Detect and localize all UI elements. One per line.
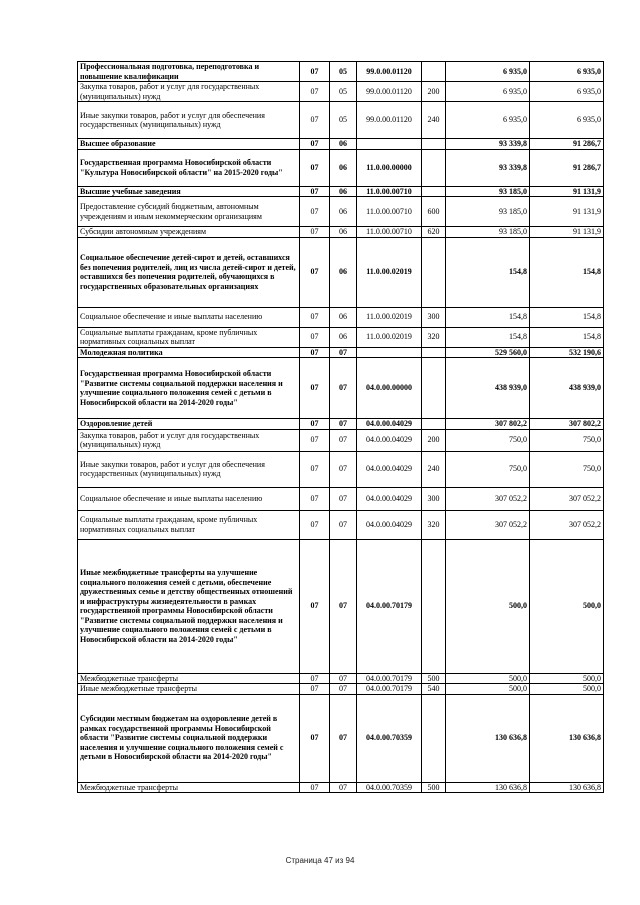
- row-subsection-cell: 07: [330, 358, 357, 419]
- row-section-cell: 07: [300, 327, 330, 347]
- row-target-article-cell: 04.0.00.70179: [357, 684, 422, 695]
- row-name-cell: Субсидии местным бюджетам на оздоровление детей в рамках государственной программы Новосибирской области "Развитие системы социальной поддержки населения и улучшение социального положения семей с детьми в Новосибирской области на 2014-2020 годы": [78, 694, 300, 782]
- row-subsection-cell: 07: [330, 487, 357, 510]
- row-section-cell: 07: [300, 139, 330, 150]
- row-amount-1-cell: 750,0: [446, 451, 530, 487]
- row-expense-type-cell: [422, 237, 446, 307]
- row-section-cell: 07: [300, 673, 330, 684]
- row-name-cell: Межбюджетные трансферты: [78, 673, 300, 684]
- row-name-cell: Высшие учебные заведения: [78, 186, 300, 197]
- row-name-cell: Государственная программа Новосибирской области "Развитие системы социальной поддержки населения и улучшение социального положения семей с детьми в Новосибирской области на 2014-2020 годы": [78, 358, 300, 419]
- row-target-article-cell: 99.0.00.01120: [357, 102, 422, 139]
- row-amount-1-cell: 130 636,8: [446, 782, 530, 793]
- row-section-cell: 07: [300, 227, 330, 238]
- row-amount-2-cell: 750,0: [530, 429, 604, 451]
- table-row: [78, 307, 604, 327]
- row-name-cell: Социальное обеспечение детей-сирот и детей, оставшихся без попечения родителей, лиц из числа детей-сирот и детей, оставшихся без попечения родителей, обучающихся в государственных образовательных организациях: [78, 237, 300, 307]
- row-section-cell: 07: [300, 419, 330, 430]
- row-name-cell: Молодежная политика: [78, 347, 300, 358]
- row-section-cell: 07: [300, 347, 330, 358]
- row-amount-2-cell: 130 636,8: [530, 782, 604, 793]
- row-expense-type-cell: 500: [422, 673, 446, 684]
- row-section-cell: 07: [300, 451, 330, 487]
- table-row: [78, 62, 604, 82]
- row-amount-2-cell: 154,8: [530, 237, 604, 307]
- row-subsection-cell: 06: [330, 327, 357, 347]
- table-row: [78, 102, 604, 139]
- table-row: [78, 487, 604, 510]
- row-expense-type-cell: [422, 149, 446, 186]
- row-target-article-cell: 11.0.00.00710: [357, 186, 422, 197]
- row-name-cell: Межбюджетные трансферты: [78, 782, 300, 793]
- row-section-cell: 07: [300, 307, 330, 327]
- row-amount-2-cell: 750,0: [530, 451, 604, 487]
- row-subsection-cell: 07: [330, 510, 357, 539]
- table-row: [78, 510, 604, 539]
- row-section-cell: 07: [300, 186, 330, 197]
- row-target-article-cell: 04.0.00.00000: [357, 358, 422, 419]
- table-row: [78, 327, 604, 347]
- row-target-article-cell: 04.0.00.70359: [357, 782, 422, 793]
- row-expense-type-cell: 200: [422, 82, 446, 102]
- row-target-article-cell: 99.0.00.01120: [357, 62, 422, 82]
- row-subsection-cell: 06: [330, 139, 357, 150]
- table-row: [78, 358, 604, 419]
- row-amount-1-cell: 529 560,0: [446, 347, 530, 358]
- row-amount-1-cell: 750,0: [446, 429, 530, 451]
- row-subsection-cell: 07: [330, 782, 357, 793]
- table-row: [78, 227, 604, 238]
- row-name-cell: Закупка товаров, работ и услуг для государственных (муниципальных) нужд: [78, 82, 300, 102]
- row-section-cell: 07: [300, 684, 330, 695]
- row-subsection-cell: 06: [330, 227, 357, 238]
- table-row: [78, 347, 604, 358]
- row-amount-2-cell: 438 939,0: [530, 358, 604, 419]
- row-expense-type-cell: 620: [422, 227, 446, 238]
- table-row: [78, 139, 604, 150]
- row-section-cell: 07: [300, 62, 330, 82]
- row-amount-1-cell: 93 185,0: [446, 186, 530, 197]
- row-amount-2-cell: 91 286,7: [530, 149, 604, 186]
- row-name-cell: Иные межбюджетные трансферты на улучшение социального положения семей с детьми, обеспечение дружественных семье и детству общественных отношений и инфраструктуры жизнедеятельности в рамках государственной программы Новосибирской области "Развитие системы социальной поддержки населения и улучшение социального положения семей с детьми в Новосибирской области на 2014-2020 годы": [78, 539, 300, 673]
- row-name-cell: Профессиональная подготовка, переподготовка и повышение квалификации: [78, 62, 300, 82]
- row-target-article-cell: 04.0.00.70179: [357, 673, 422, 684]
- row-amount-1-cell: 130 636,8: [446, 694, 530, 782]
- row-target-article-cell: 04.0.00.04029: [357, 510, 422, 539]
- row-amount-2-cell: 307 052,2: [530, 510, 604, 539]
- row-amount-2-cell: 91 286,7: [530, 139, 604, 150]
- row-amount-2-cell: 91 131,9: [530, 227, 604, 238]
- row-target-article-cell: 04.0.00.70359: [357, 694, 422, 782]
- row-name-cell: Закупка товаров, работ и услуг для государственных (муниципальных) нужд: [78, 429, 300, 451]
- row-amount-2-cell: 307 802,2: [530, 419, 604, 430]
- row-amount-2-cell: 500,0: [530, 539, 604, 673]
- row-amount-1-cell: 307 052,2: [446, 510, 530, 539]
- row-subsection-cell: 06: [330, 149, 357, 186]
- row-amount-2-cell: 307 052,2: [530, 487, 604, 510]
- row-name-cell: Социальное обеспечение и иные выплаты населению: [78, 487, 300, 510]
- table-row: [78, 782, 604, 793]
- row-section-cell: 07: [300, 358, 330, 419]
- row-section-cell: 07: [300, 510, 330, 539]
- table-row: [78, 684, 604, 695]
- page-footer: Страница 47 из 94: [285, 856, 355, 865]
- row-subsection-cell: 06: [330, 186, 357, 197]
- row-section-cell: 07: [300, 694, 330, 782]
- row-expense-type-cell: 540: [422, 684, 446, 695]
- row-section-cell: 07: [300, 782, 330, 793]
- table-row: [78, 419, 604, 430]
- table-row: [78, 539, 604, 673]
- row-target-article-cell: 11.0.00.00000: [357, 149, 422, 186]
- row-expense-type-cell: 600: [422, 197, 446, 227]
- row-amount-2-cell: 91 131,9: [530, 186, 604, 197]
- row-amount-2-cell: 154,8: [530, 307, 604, 327]
- row-amount-2-cell: 6 935,0: [530, 102, 604, 139]
- row-target-article-cell: 11.0.00.00710: [357, 197, 422, 227]
- row-expense-type-cell: [422, 62, 446, 82]
- row-amount-1-cell: 154,8: [446, 327, 530, 347]
- row-expense-type-cell: 240: [422, 451, 446, 487]
- row-expense-type-cell: 320: [422, 510, 446, 539]
- row-section-cell: 07: [300, 237, 330, 307]
- row-section-cell: 07: [300, 82, 330, 102]
- row-target-article-cell: 11.0.00.02019: [357, 327, 422, 347]
- row-name-cell: Иные закупки товаров, работ и услуг для обеспечения государственных (муниципальных) нужд: [78, 451, 300, 487]
- row-amount-1-cell: 6 935,0: [446, 82, 530, 102]
- row-amount-2-cell: 6 935,0: [530, 82, 604, 102]
- row-subsection-cell: 07: [330, 694, 357, 782]
- row-expense-type-cell: [422, 186, 446, 197]
- row-expense-type-cell: [422, 694, 446, 782]
- row-expense-type-cell: 240: [422, 102, 446, 139]
- row-name-cell: Социальные выплаты гражданам, кроме публичных нормативных социальных выплат: [78, 327, 300, 347]
- table-row: [78, 451, 604, 487]
- row-target-article-cell: [357, 139, 422, 150]
- row-name-cell: Иные межбюджетные трансферты: [78, 684, 300, 695]
- row-expense-type-cell: 200: [422, 429, 446, 451]
- row-subsection-cell: 06: [330, 197, 357, 227]
- budget-table-body: [78, 62, 604, 793]
- table-row: [78, 82, 604, 102]
- row-target-article-cell: 99.0.00.01120: [357, 82, 422, 102]
- row-expense-type-cell: 320: [422, 327, 446, 347]
- row-expense-type-cell: [422, 419, 446, 430]
- row-amount-1-cell: 500,0: [446, 684, 530, 695]
- row-name-cell: Предоставление субсидий бюджетным, автономным учреждениям и иным некоммерческим организациям: [78, 197, 300, 227]
- row-target-article-cell: 04.0.00.70179: [357, 539, 422, 673]
- row-target-article-cell: 04.0.00.04029: [357, 419, 422, 430]
- row-subsection-cell: 07: [330, 684, 357, 695]
- row-amount-1-cell: 6 935,0: [446, 102, 530, 139]
- row-name-cell: Социальные выплаты гражданам, кроме публичных нормативных социальных выплат: [78, 510, 300, 539]
- row-amount-1-cell: 500,0: [446, 539, 530, 673]
- row-amount-1-cell: 307 052,2: [446, 487, 530, 510]
- row-expense-type-cell: 500: [422, 782, 446, 793]
- row-target-article-cell: 04.0.00.04029: [357, 429, 422, 451]
- row-subsection-cell: 05: [330, 102, 357, 139]
- row-subsection-cell: 06: [330, 307, 357, 327]
- row-section-cell: 07: [300, 539, 330, 673]
- row-name-cell: Высшее образование: [78, 139, 300, 150]
- row-target-article-cell: 11.0.00.00710: [357, 227, 422, 238]
- table-row: [78, 197, 604, 227]
- row-expense-type-cell: 300: [422, 307, 446, 327]
- row-expense-type-cell: [422, 358, 446, 419]
- table-row: [78, 149, 604, 186]
- budget-table: [77, 61, 604, 793]
- row-expense-type-cell: [422, 539, 446, 673]
- row-amount-2-cell: 130 636,8: [530, 694, 604, 782]
- row-target-article-cell: 11.0.00.02019: [357, 307, 422, 327]
- row-expense-type-cell: [422, 139, 446, 150]
- row-section-cell: 07: [300, 197, 330, 227]
- row-amount-1-cell: 154,8: [446, 307, 530, 327]
- table-row: [78, 429, 604, 451]
- row-section-cell: 07: [300, 149, 330, 186]
- row-amount-1-cell: 93 339,8: [446, 139, 530, 150]
- row-expense-type-cell: 300: [422, 487, 446, 510]
- row-subsection-cell: 05: [330, 82, 357, 102]
- row-subsection-cell: 05: [330, 62, 357, 82]
- row-amount-1-cell: 500,0: [446, 673, 530, 684]
- row-target-article-cell: 11.0.00.02019: [357, 237, 422, 307]
- row-amount-1-cell: 93 185,0: [446, 197, 530, 227]
- row-amount-1-cell: 307 802,2: [446, 419, 530, 430]
- row-amount-2-cell: 6 935,0: [530, 62, 604, 82]
- row-subsection-cell: 07: [330, 419, 357, 430]
- row-amount-1-cell: 154,8: [446, 237, 530, 307]
- row-name-cell: Оздоровление детей: [78, 419, 300, 430]
- row-name-cell: Социальное обеспечение и иные выплаты населению: [78, 307, 300, 327]
- row-target-article-cell: 04.0.00.04029: [357, 451, 422, 487]
- row-subsection-cell: 07: [330, 539, 357, 673]
- row-section-cell: 07: [300, 429, 330, 451]
- row-name-cell: Субсидии автономным учреждениям: [78, 227, 300, 238]
- row-target-article-cell: 04.0.00.04029: [357, 487, 422, 510]
- row-amount-2-cell: 154,8: [530, 327, 604, 347]
- row-amount-1-cell: 438 939,0: [446, 358, 530, 419]
- row-amount-1-cell: 6 935,0: [446, 62, 530, 82]
- row-name-cell: Государственная программа Новосибирской области "Культура Новосибирской области" на 2015-2020 годы": [78, 149, 300, 186]
- row-target-article-cell: [357, 347, 422, 358]
- budget-table-container: [77, 61, 604, 793]
- row-subsection-cell: 07: [330, 673, 357, 684]
- row-amount-2-cell: 532 190,6: [530, 347, 604, 358]
- row-subsection-cell: 07: [330, 347, 357, 358]
- row-expense-type-cell: [422, 347, 446, 358]
- row-name-cell: Иные закупки товаров, работ и услуг для обеспечения государственных (муниципальных) нужд: [78, 102, 300, 139]
- table-row: [78, 694, 604, 782]
- row-amount-1-cell: 93 185,0: [446, 227, 530, 238]
- row-subsection-cell: 06: [330, 237, 357, 307]
- row-section-cell: 07: [300, 102, 330, 139]
- row-subsection-cell: 07: [330, 429, 357, 451]
- row-subsection-cell: 07: [330, 451, 357, 487]
- row-amount-2-cell: 91 131,9: [530, 197, 604, 227]
- row-section-cell: 07: [300, 487, 330, 510]
- table-row: [78, 237, 604, 307]
- row-amount-2-cell: 500,0: [530, 684, 604, 695]
- row-amount-1-cell: 93 339,8: [446, 149, 530, 186]
- table-row: [78, 186, 604, 197]
- table-row: [78, 673, 604, 684]
- row-amount-2-cell: 500,0: [530, 673, 604, 684]
